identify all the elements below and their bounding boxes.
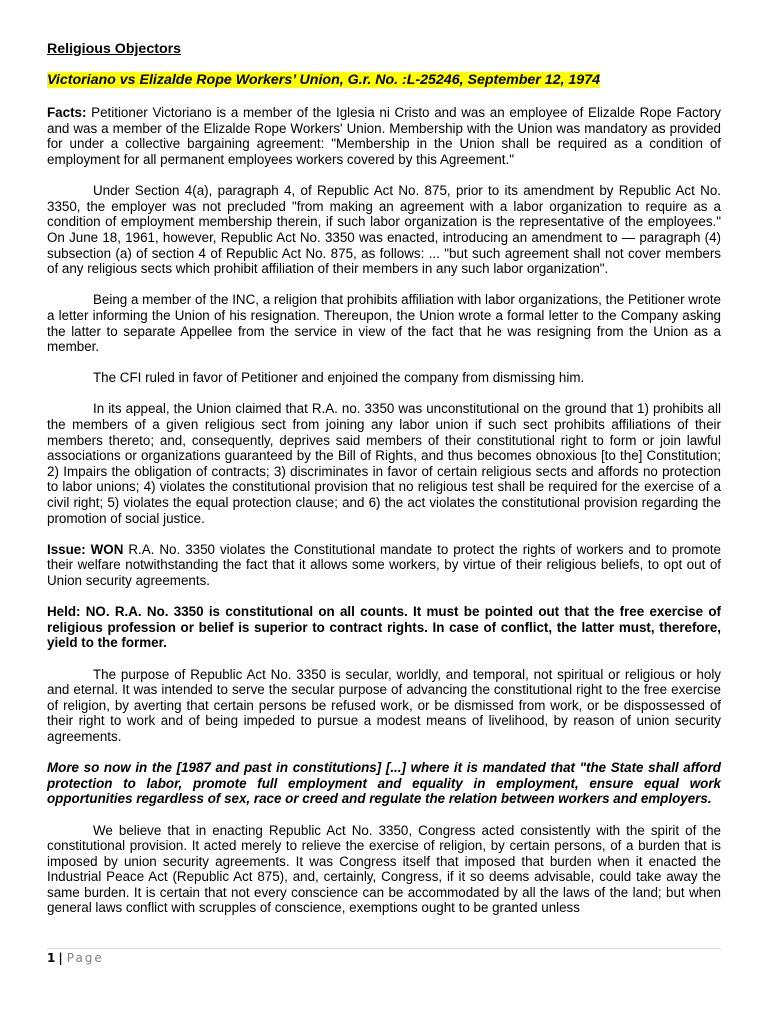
footer-separator: | [58,951,63,965]
page-number: 1 [47,951,56,965]
page-label: Page [66,951,104,965]
issue-label: Issue: WON [47,541,124,557]
page-footer [47,948,721,965]
held-paragraph: Held: NO. R.A. No. 3350 is constitutional on all counts. It must be pointed out that the free exercise of religious profession or belief is superior to contract rights. In case of conflict, the latter must, therefore, yield to the former. [47,604,721,651]
case-title-highlight: Victoriano vs Elizalde Rope Workers’ Union, G.r. No. :L-25246, September 12, 1974 [47,71,600,88]
paragraph-amendment: Under Section 4(a), paragraph 4, of Republic Act No. 875, prior to its amendment by Republic Act No. 3350, the employer was not precluded "from making an agreement with a labor organization to require as a condition of employment membership therein, if such labor organization is the representative of the employees." On June 18, 1961, however, Republic Act No. 3350 was enacted, introducing an amendment to — paragraph (4) subsection (a) of section 4 of Republic Act No. 875, as follows: ... "but such agreement shall not cover members of any religious sects which prohibit affiliation of their members in any such labor organization". [47,183,721,277]
paragraph-resignation: Being a member of the INC, a religion that prohibits affiliation with labor organizations, the Petitioner wrote a letter informing the Union of his resignation. Thereupon, the Union wrote a formal letter to the Company asking the latter to separate Appellee from the service in view of the fact that he was resigning from the Union as a member. [47,292,721,355]
document-body [47,42,721,932]
facts-paragraph [47,105,721,167]
issue-paragraph [47,542,721,589]
case-title [47,72,721,89]
section-title: Religious Objectors [47,41,182,57]
issue-text: R.A. No. 3350 violates the Constitutional mandate to protect the rights of workers and to promote their welfare notwithstanding the fact that it allows some workers, by virtue of their religious beliefs, to opt out of Union security agreements. [47,541,721,588]
facts-text: Petitioner Victoriano is a member of the Iglesia ni Cristo and was an employee of Elizalde Rope Factory and was a member of the Elizalde Rope Workers' Union. Membership with the Union was mandatory as provided for under a collective bargaining agreement: "Membership in the Union shall be required as a condition of employment for all permanent employees workers covered by this Agreement." [47,105,721,167]
paragraph-appeal: In its appeal, the Union claimed that R.A. no. 3350 was unconstitutional on the ground that 1) prohibits all the members of a given religious sect from joining any labor union if such sect prohibits affiliations of their members thereto; and, consequently, deprives said members of their constitutional right to form or join lawful associations or organizations guaranteed by the Bill of Rights, and thus becomes obnoxious [to the] Constitution; 2) Impairs the obligation of contracts; 3) discriminates in favor of certain religious sects and affords no protection to labor unions; 4) violates the constitutional provision that no religious test shall be required for the exercise of a civil right; 5) violates the equal protection clause; and 6) the act violates the constitutional provision regarding the promotion of social justice. [47,401,721,526]
paragraph-belief: We believe that in enacting Republic Act No. 3350, Congress acted consistently with the spirit of the constitutional provision. It acted merely to relieve the exercise of religion, by certain persons, of a burden that is imposed by union security agreements. It was Congress itself that imposed that burden when it enacted the Industrial Peace Act (Republic Act 875), and, certainly, Congress, if it so deems advisable, could take away the same burden. It is certain that not every conscience can be accommodated by all the laws of the land; but when general laws conflict with scrupples of conscience, exemptions ought to be granted unless [47,822,721,916]
emphasis-paragraph: More so now in the [1987 and past in constitutions] [...] where it is mandated that "the State shall afford protection to labor, promote full employment and equality in employment, ensure equal work opportunities regardless of sex, race or creed and regulate the relation between workers and employers. [47,760,721,807]
facts-label: Facts: [47,105,87,121]
paragraph-cfi-ruling: The CFI ruled in favor of Petitioner and enjoined the company from dismissing him. [93,370,585,386]
paragraph-purpose: The purpose of Republic Act No. 3350 is secular, worldly, and temporal, not spiritual or religious or holy and eternal. It was intended to serve the secular purpose of advancing the constitutional right to the free exercise of religion, by averting that certain persons be refused work, or be dismissed from work, or be dispossessed of their right to work and of being impeded to pursue a modest means of livelihood, by reason of union security agreements. [47,666,721,744]
